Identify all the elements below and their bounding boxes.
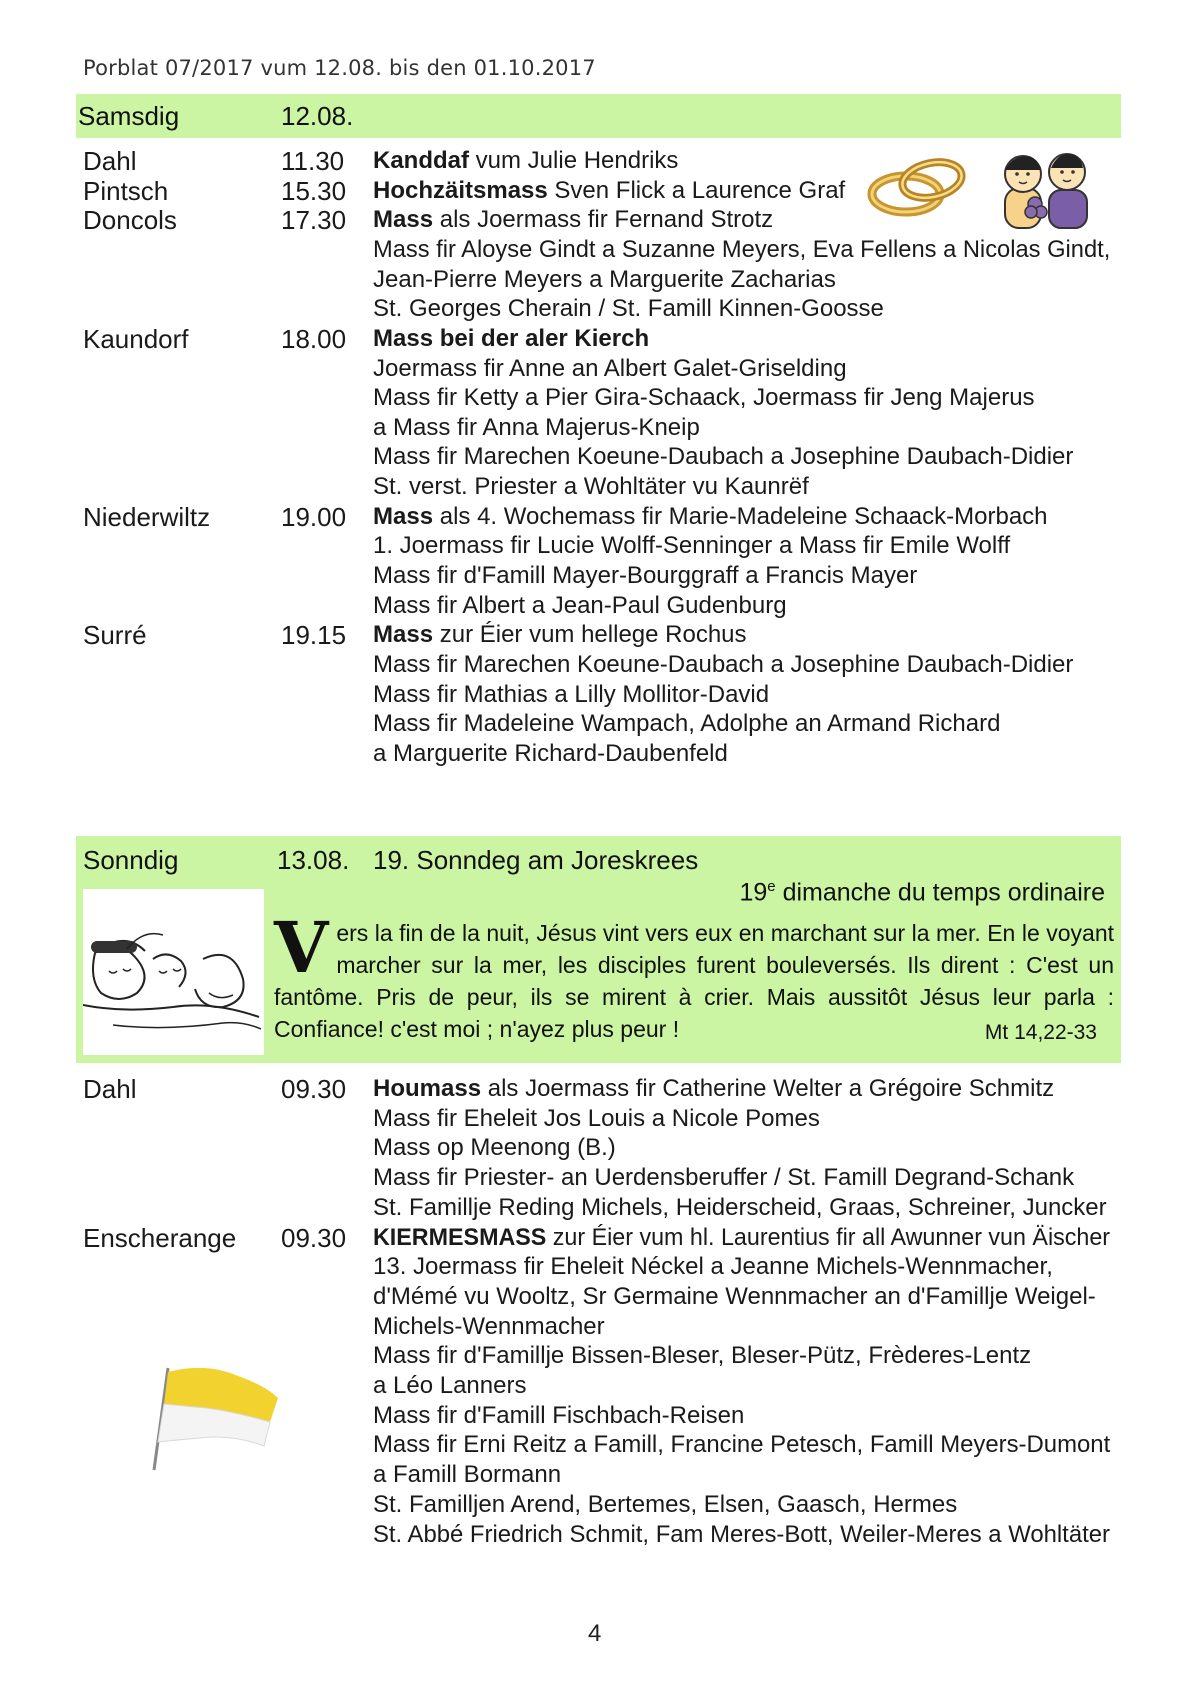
entry-line — [373, 1132, 616, 1164]
entry-line — [373, 1222, 1110, 1254]
page-number: 4 — [588, 1620, 602, 1647]
entry-text: als Joermass fir Catherine Welter a Grégoire Schmitz — [481, 1075, 1055, 1102]
papal-flag-icon — [146, 1364, 286, 1474]
entry-keyword: Hochzäitsmass — [373, 176, 548, 204]
entry-line — [373, 738, 728, 770]
saturday-day-label: Samsdig — [78, 101, 180, 131]
entry-text: Mass fir d'Famill Mayer-Bourggraff a Francis Mayer — [373, 562, 918, 590]
entry-time: 15.30 — [281, 175, 347, 206]
entry-text: St. Abbé Friedrich Schmit, Fam Meres-Bott, Weiler-Meres a Wohltäter — [373, 1520, 1110, 1548]
entry-text: Michels-Wennmacher — [373, 1312, 605, 1340]
entry-line — [373, 1400, 744, 1432]
entry-text: Mass fir Ketty a Pier Gira-Schaack, Joermass fir Jeng Majerus — [373, 384, 1035, 412]
entry-text: Jean-Pierre Meyers a Marguerite Zacharias — [373, 265, 836, 293]
saturday-date: 12.08. — [281, 101, 354, 131]
entry-text: 1. Joermass fir Lucie Wolff-Senninger a Mass fir Emile Wolff — [373, 532, 1011, 560]
entry-line — [373, 590, 787, 622]
entry-place: Pintsch — [83, 175, 169, 206]
entry-time: 17.30 — [281, 205, 347, 236]
entry-line — [373, 175, 845, 207]
entry-text: Mass fir Albert a Jean-Paul Gudenburg — [373, 591, 787, 619]
entry-time: 09.30 — [281, 1222, 347, 1253]
entry-text: als Joermass fir Fernand Strotz — [433, 206, 774, 234]
entry-text: Mass fir Aloyse Gindt a Suzanne Meyers, Eva Fellens a Nicolas Gindt, — [373, 235, 1111, 263]
running-header: Porblat 07/2017 vum 12.08. bis den 01.10.2017 — [83, 56, 596, 80]
entry-text: Mass fir Madeleine Wampach, Adolphe an Armand Richard — [373, 710, 1001, 738]
entry-line — [373, 1162, 1074, 1194]
entry-text: Mass fir Mathias a Lilly Mollitor-David — [373, 680, 770, 708]
entry-line — [373, 1370, 526, 1402]
entry-keyword: Mass — [373, 621, 434, 649]
entry-place: Dahl — [83, 1074, 137, 1104]
entry-text: vum Julie Hendriks — [469, 147, 679, 174]
entry-text: a Léo Lanners — [373, 1372, 527, 1399]
entry-text: Mass fir Marechen Koeune-Daubach a Josephine Daubach-Didier — [373, 443, 1074, 471]
entry-text: Mass fir Marechen Koeune-Daubach a Josephine Daubach-Didier — [373, 651, 1074, 679]
entry-text: a Marguerite Richard-Daubenfeld — [373, 739, 728, 767]
entry-line — [373, 1340, 1031, 1372]
entry-line — [373, 1311, 605, 1343]
entry-line — [373, 353, 847, 385]
entry-line — [373, 234, 1110, 266]
entry-keyword: KIERMESMASS — [373, 1223, 547, 1251]
entry-time: 19.15 — [281, 620, 347, 651]
entry-keyword: Mass — [373, 206, 434, 234]
entry-text: zur Éier vum hellege Rochus — [433, 621, 747, 649]
entry-time: 19.00 — [281, 501, 347, 532]
entry-line — [373, 679, 769, 711]
entry-text: Sven Flick a Laurence Graf — [547, 176, 846, 204]
entry-place: Doncols — [83, 205, 177, 236]
entry-time: 09.30 — [281, 1074, 347, 1104]
entry-time: 18.00 — [281, 323, 347, 354]
entry-line — [373, 412, 700, 444]
entry-line — [373, 145, 678, 177]
entry-line — [373, 1073, 1054, 1105]
entry-text: Mass fir Priester- an Uerdensberuffer / St. Famill Degrand-Schank — [373, 1164, 1075, 1192]
entry-line — [373, 264, 836, 296]
entry-text: Mass fir d'Famill Fischbach-Reisen — [373, 1401, 745, 1429]
entry-line — [373, 708, 1000, 740]
schedule-entry — [0, 323, 1193, 501]
entry-keyword: Houmass — [373, 1075, 482, 1102]
entry-text: zur Éier vum hl. Laurentius fir all Awunner vun Äischer — [546, 1223, 1111, 1251]
entry-text: d'Mémé vu Wooltz, Sr Germaine Wennmacher an d'Famillje Weigel- — [373, 1282, 1096, 1310]
entry-keyword: Mass bei der aler Kierch — [373, 324, 650, 352]
entry-line — [373, 530, 1010, 562]
gospel-reference: Mt 14,22-33 — [984, 1021, 1097, 1044]
entry-text: a Mass fir Anna Majerus-Kneip — [373, 413, 700, 441]
wedding-rings-icon — [866, 152, 974, 220]
entry-text: Mass fir d'Famillje Bissen-Bleser, Bleser-Pütz, Frèderes-Lentz — [373, 1342, 1032, 1370]
saturday-band — [76, 94, 1121, 138]
entry-line — [373, 1519, 1110, 1551]
entry-place: Kaundorf — [83, 323, 189, 354]
entry-line — [373, 1459, 561, 1491]
entry-line — [373, 441, 1073, 473]
entry-text: 13. Joermass fir Eheleit Néckel a Jeanne Michels-Wennmacher, — [373, 1253, 1053, 1281]
entry-line — [373, 560, 917, 592]
sunday-date: 13.08. — [277, 845, 350, 875]
sunday-day-label: Sonndig — [83, 845, 179, 875]
entry-line — [373, 1251, 1053, 1283]
entry-line — [373, 619, 747, 651]
entry-text: St. Georges Cherain / St. Famill Kinnen-Goosse — [373, 295, 884, 323]
entry-text: a Famill Bormann — [373, 1461, 562, 1489]
entry-line — [373, 293, 884, 325]
schedule-entry — [0, 1073, 1193, 1222]
entry-text: Joermass fir Anne an Albert Galet-Griselding — [373, 354, 847, 382]
entry-line — [373, 471, 809, 503]
sleeping-figure-illustration — [83, 889, 264, 1055]
entry-text: Mass fir Eheleit Jos Louis a Nicole Pomes — [373, 1104, 820, 1132]
entry-place: Surré — [83, 620, 147, 651]
entry-text: Mass op Meenong (B.) — [373, 1134, 616, 1162]
entry-line — [373, 204, 773, 236]
gospel-dropcap: V — [274, 906, 329, 989]
entry-line — [373, 1281, 1096, 1313]
entry-line — [373, 1192, 1107, 1224]
entry-place: Enscherange — [83, 1222, 237, 1253]
entry-keyword: Mass — [373, 502, 434, 530]
entry-line — [373, 1489, 957, 1521]
entry-text: St. Familljen Arend, Bertemes, Elsen, Gaasch, Hermes — [373, 1490, 958, 1518]
entry-place: Niederwiltz — [83, 501, 211, 532]
gospel-text: ers la fin de la nuit, Jésus vint vers eux en marchant sur la mer. En le voyant marcher sur la mer, les disciples furent bouleversés. Ils dirent : C'est un fantôme. Pris de peur, ils se mirent à crier. Mais aussitôt Jésus leur parla : Confiance! c'est moi ; n'ayez plus peur ! — [274, 920, 1114, 1042]
couple-illustration — [995, 148, 1095, 234]
sunday-title: 19. Sonndeg am Joreskrees — [373, 845, 699, 875]
entry-line — [373, 382, 1035, 414]
schedule-entry — [0, 501, 1193, 620]
entry-line — [373, 1429, 1110, 1461]
entry-line — [373, 649, 1073, 681]
entry-keyword: Kanddaf — [373, 147, 469, 174]
schedule-entry — [0, 619, 1193, 767]
entry-line — [373, 323, 649, 355]
entry-line — [373, 501, 1048, 533]
entry-text: St. verst. Priester a Wohltäter vu Kaunrëf — [373, 473, 809, 501]
entry-time: 11.30 — [281, 146, 345, 176]
entry-text: St. Famillje Reding Michels, Heiderscheid, Graas, Schreiner, Juncker — [373, 1193, 1107, 1221]
entry-line — [373, 1103, 820, 1135]
entry-text: Mass fir Erni Reitz a Famill, Francine Petesch, Famill Meyers-Dumont — [373, 1431, 1111, 1459]
sunday-subtitle: 19e dimanche du temps ordinaire — [739, 878, 1105, 907]
entry-place: Dahl — [83, 146, 137, 176]
entry-text: als 4. Wochemass fir Marie-Madeleine Schaack-Morbach — [433, 502, 1048, 530]
